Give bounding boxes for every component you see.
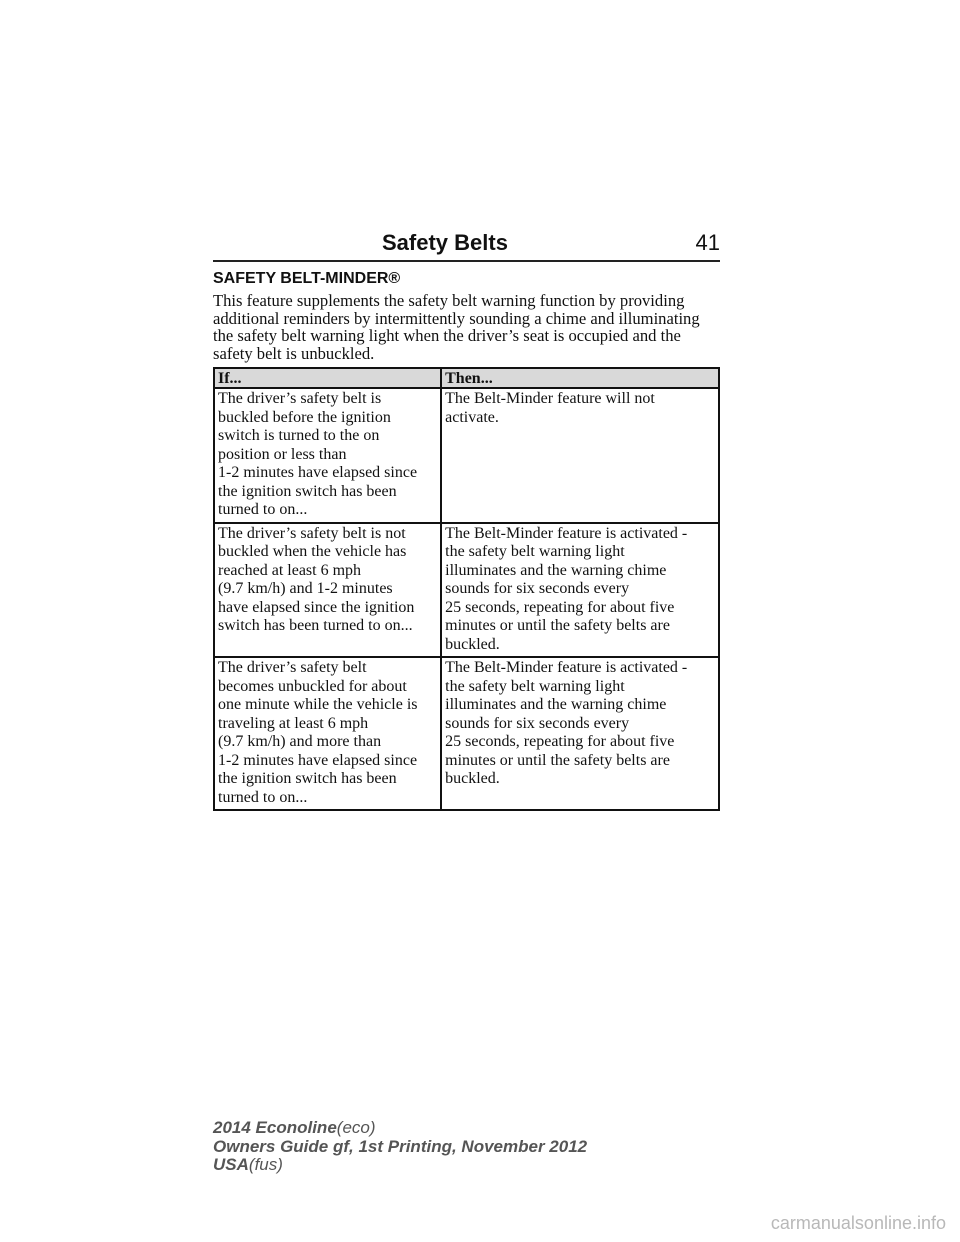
footer-line-model — [213, 1119, 587, 1138]
table-cell-condition: The driver’s safety belt becomes unbuckled for about one minute while the vehicle is traveling at least 6 mph (9.7 km/h) and more than 1-2 minutes have elapsed since the ignition switch has been turned to on... — [214, 657, 441, 810]
section-heading: SAFETY BELT-MINDER® — [213, 270, 401, 287]
intro-paragraph: This feature supplements the safety belt warning function by providing additional reminders by intermittently sounding a chime and illuminating the safety belt warning light when the driver’s seat is occupied and the safety belt is unbuckled. — [213, 291, 700, 363]
footer-line-printing — [213, 1138, 587, 1157]
table-cell-condition: The driver’s safety belt is not buckled when the vehicle has reached at least 6 mph (9.7 km/h) and 1-2 minutes have elapsed since the ignition switch has been turned to on... — [214, 523, 441, 658]
column-header-then: Then... — [441, 368, 719, 388]
footer-market-code: (fus) — [248, 1155, 283, 1174]
table-row — [214, 657, 719, 810]
footer-line-market — [213, 1156, 587, 1175]
page-number: 41 — [695, 230, 720, 255]
table-row — [214, 388, 719, 523]
footer-printing: Owners Guide gf, 1st Printing, November 2012 — [213, 1136, 588, 1156]
section-title: Safety Belts — [382, 230, 508, 255]
footer-market: USA — [213, 1155, 249, 1174]
watermark: carmanualsonline.info — [770, 1213, 946, 1233]
footer-model-code: (eco) — [336, 1118, 376, 1137]
document-footer — [213, 1119, 587, 1175]
table-cell-condition: The driver’s safety belt is buckled before the ignition switch is turned to the on position or less than 1-2 minutes have elapsed since the ignition switch has been turned to on... — [214, 388, 441, 523]
footer-model: 2014 Econoline — [213, 1118, 337, 1137]
table-cell-result: The Belt-Minder feature is activated - the safety belt warning light illuminates and the warning chime sounds for six seconds every 25 seconds, repeating for about five minutes or until the safety belts are buckled. — [441, 657, 719, 810]
table-cell-result: The Belt-Minder feature will not activate. — [441, 388, 719, 523]
page-header — [213, 226, 720, 262]
column-header-if: If... — [214, 368, 441, 388]
table-row — [214, 523, 719, 658]
table-cell-result: The Belt-Minder feature is activated - the safety belt warning light illuminates and the warning chime sounds for six seconds every 25 seconds, repeating for about five minutes or until the safety belts are buckled. — [441, 523, 719, 658]
belt-minder-table — [213, 367, 720, 811]
table-header-row — [214, 368, 719, 388]
